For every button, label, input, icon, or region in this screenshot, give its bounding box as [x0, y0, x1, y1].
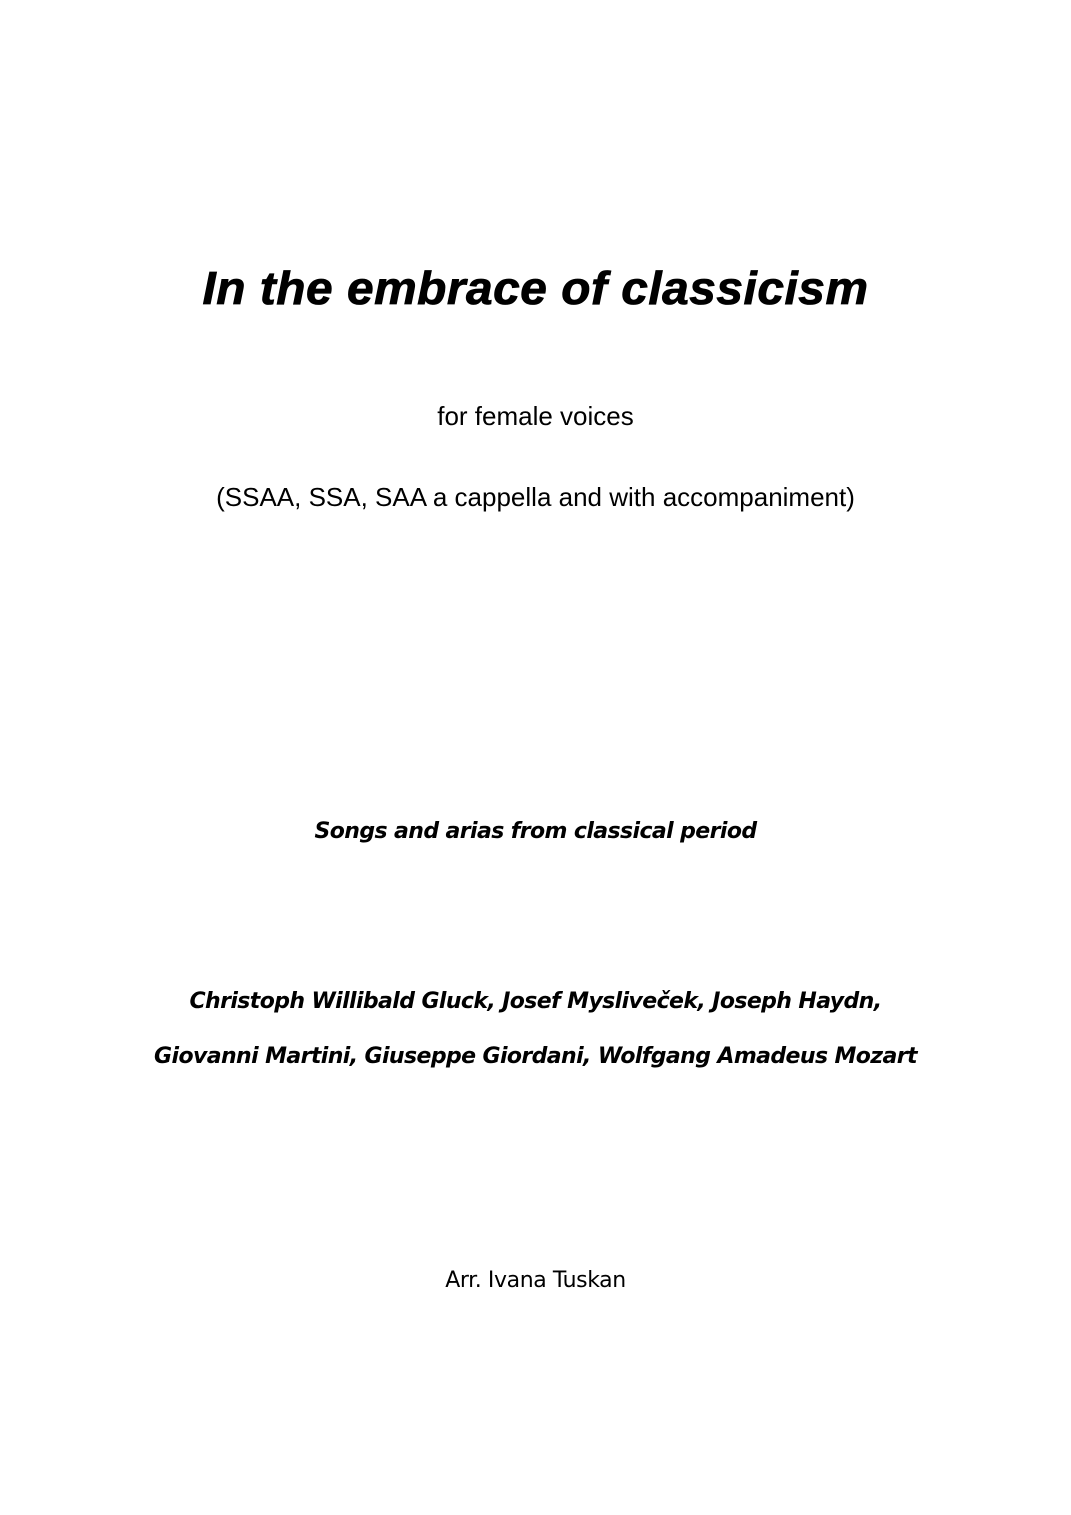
scoring-subtitle: (SSAA, SSA, SAA a cappella and with accompaniment): [216, 482, 855, 512]
composers-line-2: Giovanni Martini, Giuseppe Giordani, Wolfgang Amadeus Mozart: [154, 1044, 917, 1069]
composers-line-1: Christoph Willibald Gluck, Josef Mysliveček, Joseph Haydn,: [189, 989, 882, 1014]
collection-description: Songs and arias from classical period: [314, 819, 757, 844]
document-title: In the embrace of classicism: [202, 262, 869, 314]
arranger-credit: Arr. Ivana Tuskan: [445, 1268, 626, 1293]
voices-subtitle: for female voices: [437, 401, 634, 431]
